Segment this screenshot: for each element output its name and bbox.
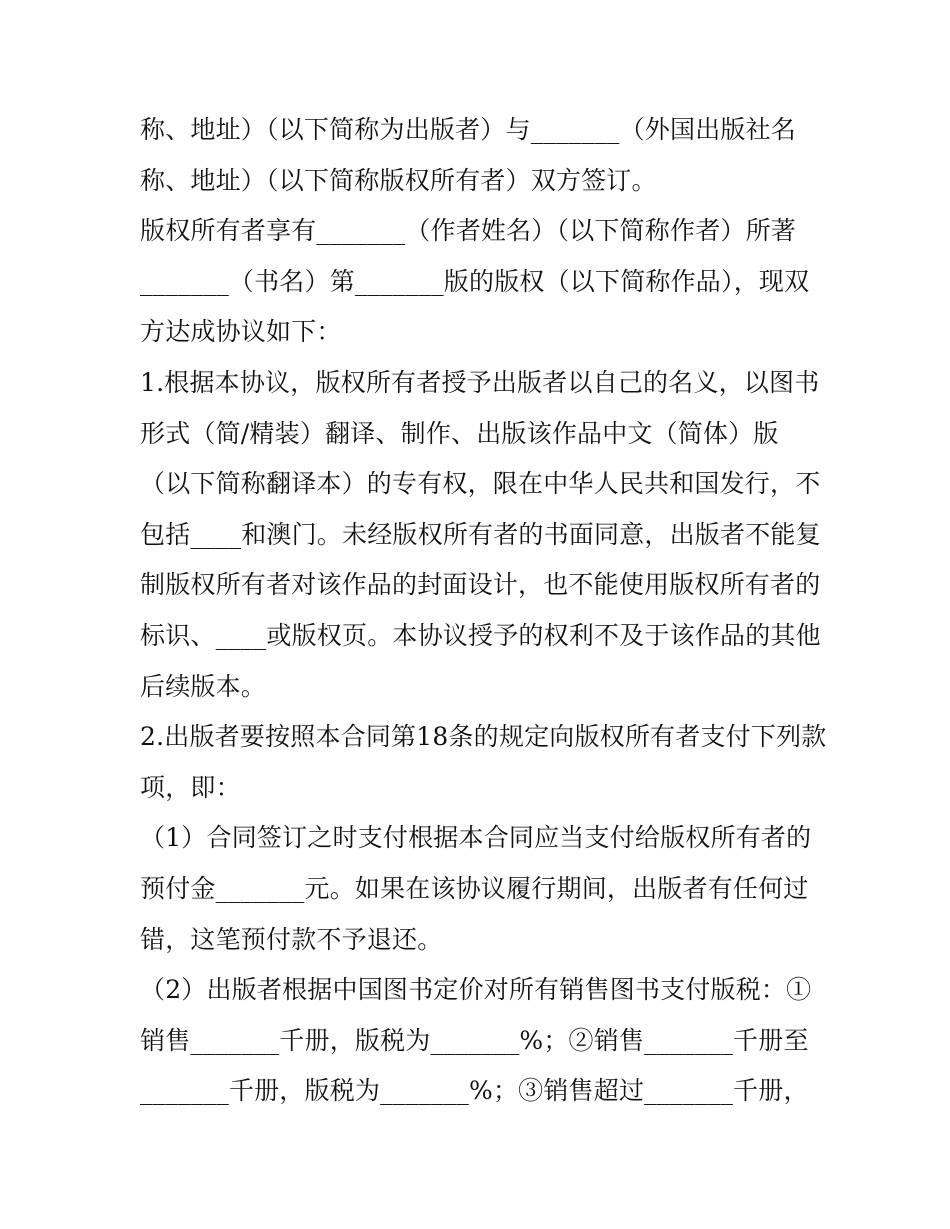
text-line: 包括____和澳门。未经版权所有者的书面同意，出版者不能复 [140, 519, 821, 549]
text-line: 销售_______千册，版税为_______%；②销售_______千册至 [140, 1025, 809, 1055]
text-line: 称、地址）（以下简称版权所有者）双方签订。 [140, 165, 657, 195]
text-line: （以下简称翻译本）的专有权，限在中华人民共和国发行，不 [140, 469, 821, 499]
text-line: 错，这笔预付款不予退还。 [140, 924, 443, 954]
contract-text-body [140, 105, 830, 1117]
text-line: 称、地址）（以下简称为出版者）与_______（外国出版社名 [140, 115, 797, 144]
text-line: 2.出版者要按照本合同第18条的规定向版权所有者支付下列款 [140, 722, 827, 752]
text-line: 方达成协议如下： [140, 317, 342, 347]
text-line: （2）出版者根据中国图书定价对所有销售图书支付版税：① [140, 975, 812, 1005]
text-line: 版权所有者享有_______（作者姓名）（以下简称作者）所著 [140, 216, 797, 246]
text-line: _______（书名）第_______版的版权（以下简称作品），现双 [140, 266, 810, 296]
text-line: 制版权所有者对该作品的封面设计，也不能使用版权所有者的 [140, 570, 821, 600]
text-line: 项，即： [140, 772, 241, 802]
text-line: 1.根据本协议，版权所有者授予出版者以自己的名义，以图书 [140, 367, 820, 397]
text-line: 标识、____或版权页。本协议授予的权利不及于该作品的其他 [140, 620, 821, 650]
text-line: 形式（简/精装）翻译、制作、出版该作品中文（简体）版 [140, 418, 779, 448]
text-line: _______千册，版税为_______%；③销售超过_______千册， [140, 1076, 809, 1106]
text-line: 后续版本。 [140, 671, 267, 701]
text-line: 预付金_______元。如果在该协议履行期间，出版者有任何过 [140, 873, 809, 903]
text-line: （1）合同签订之时支付根据本合同应当支付给版权所有者的 [140, 823, 812, 853]
